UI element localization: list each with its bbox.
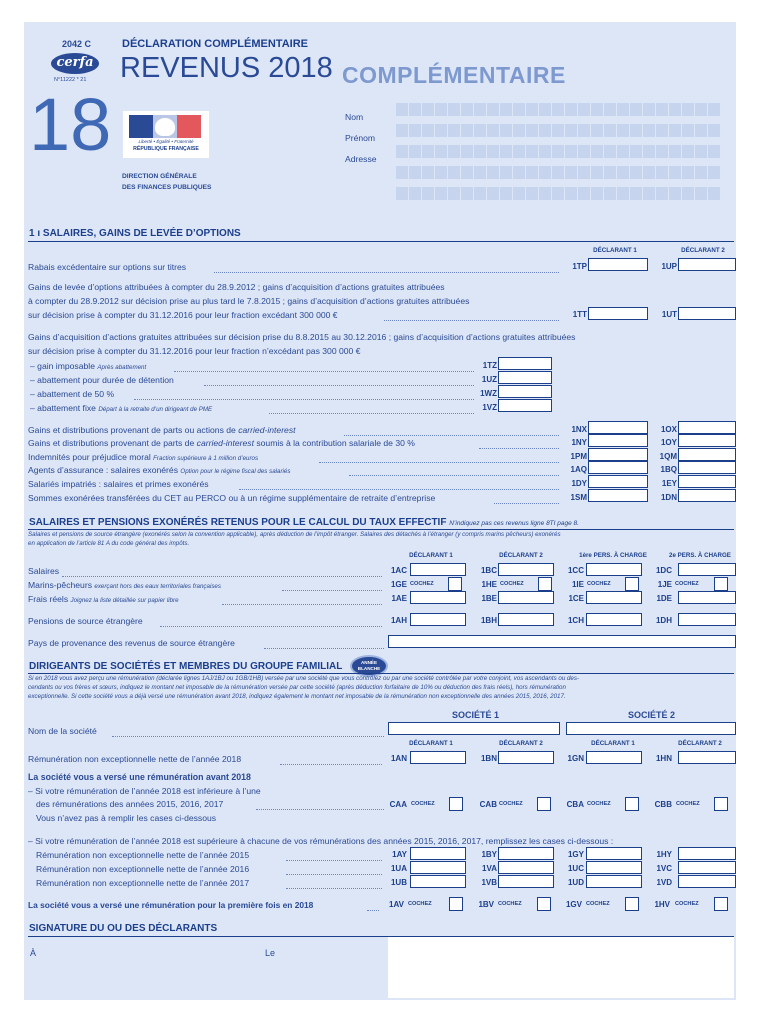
- box-1VC[interactable]: [678, 861, 736, 874]
- checkbox-1GV[interactable]: [625, 897, 639, 911]
- box-1VA[interactable]: [498, 861, 554, 874]
- avant-2018-heading: La société vous a versé une rémunération avant 2018: [28, 772, 251, 782]
- section3-title: DIRIGEANTS DE SOCIÉTÉS ET MEMBRES DU GROUPE FAMILIAL: [29, 661, 343, 672]
- frais-reels-label: Frais réels Joignez la liste détaillée sur papier libre: [28, 594, 179, 604]
- republique-francaise-logo: Liberté • Égalité • Fraternité RÉPUBLIQUE FRANÇAISE: [123, 111, 209, 158]
- section1-title: 1 ı SALAIRES, GAINS DE LEVÉE D’OPTIONS: [29, 228, 241, 239]
- box-1BN[interactable]: [498, 751, 554, 764]
- abattement-duree-label: – abattement pour durée de détention: [30, 375, 174, 385]
- pas-remplir-label: Vous n’avez pas à remplir les cases ci-dessous: [36, 813, 217, 823]
- form-number: 2042 C: [62, 39, 92, 49]
- checkbox-1BV[interactable]: [537, 897, 551, 911]
- levee-options-line3: sur décision prise à compter du 31.12.2016 pour leur fraction excédant 300 000 €: [28, 310, 338, 320]
- pays-provenance-input[interactable]: [388, 635, 736, 648]
- box-1UA[interactable]: [410, 861, 466, 874]
- box-1CH[interactable]: [586, 613, 642, 626]
- box-1VZ[interactable]: [498, 399, 552, 412]
- box-1BC[interactable]: [498, 563, 554, 576]
- box-1WZ[interactable]: [498, 385, 552, 398]
- nom-societe-label: Nom de la société: [28, 726, 97, 736]
- cerfa-number: N°11222 * 21: [54, 77, 87, 83]
- checkbox-CAB[interactable]: [537, 797, 551, 811]
- gain-imposable-label: – gain imposable Après abattement: [30, 361, 147, 371]
- societe1-header: SOCIÉTÉ 1: [452, 710, 500, 720]
- impatries-label: Salariés impatriés : salaires et primes exonérés: [28, 479, 209, 489]
- signature-title: SIGNATURE DU OU DES DÉCLARANTS: [29, 923, 218, 934]
- adresse-field-3[interactable]: [396, 187, 720, 200]
- checkbox-1HE[interactable]: [538, 577, 552, 591]
- box-1AY[interactable]: [410, 847, 466, 860]
- box-1UT[interactable]: [678, 307, 736, 320]
- box-1DY[interactable]: [588, 475, 648, 488]
- box-1PM[interactable]: [588, 448, 648, 461]
- box-1OX[interactable]: [678, 421, 736, 434]
- box-1AN[interactable]: [410, 751, 466, 764]
- box-1AH[interactable]: [410, 613, 466, 626]
- dgfip-line2: DES FINANCES PUBLIQUES: [122, 184, 212, 191]
- abattement-fixe-label: – abattement fixe Départ à la retraite d’un dirigeant de PME: [30, 403, 213, 413]
- box-1GN[interactable]: [586, 751, 642, 764]
- box-1HN[interactable]: [678, 751, 736, 764]
- section1-divider: [28, 241, 734, 242]
- adresse-field-2[interactable]: [396, 166, 720, 179]
- nom-societe1-input[interactable]: [388, 722, 560, 735]
- gains-acquisition-line2: sur décision prise à compter du 31.12.2016 pour leur fraction n’excédant pas 300 000 €: [28, 346, 361, 356]
- carried-interest-contrib-label: Gains et distributions provenant de parts de carried-interest soumis à la contribution salariale de 30 %: [28, 438, 415, 448]
- box-1VD[interactable]: [678, 875, 736, 888]
- adresse-label: Adresse: [345, 154, 377, 164]
- signature-a-label: À: [30, 948, 37, 958]
- carried-interest-label: Gains et distributions provenant de parts ou actions de carried-interest: [28, 425, 296, 435]
- box-1DE[interactable]: [678, 591, 736, 604]
- adresse-field-1[interactable]: [396, 145, 720, 158]
- indemnites-label: Indemnités pour préjudice moral Fraction supérieure à 1 million d’euros: [28, 452, 259, 462]
- box-1EY[interactable]: [678, 475, 736, 488]
- box-1UP[interactable]: [678, 258, 736, 271]
- box-1GY[interactable]: [586, 847, 642, 860]
- box-1UZ[interactable]: [498, 371, 552, 384]
- form-big-number: 18: [29, 83, 112, 166]
- box-1TT[interactable]: [588, 307, 648, 320]
- prenom-label: Prénom: [345, 133, 376, 143]
- declaration-title: DÉCLARATION COMPLÉMENTAIRE: [122, 38, 308, 50]
- box-1VB[interactable]: [498, 875, 554, 888]
- box-1BE[interactable]: [498, 591, 554, 604]
- box-1TP[interactable]: [588, 258, 648, 271]
- signature-le-label: Le: [265, 948, 276, 958]
- box-1SM[interactable]: [588, 489, 648, 502]
- signature-box[interactable]: [388, 937, 734, 998]
- nom-field[interactable]: [396, 103, 720, 116]
- checkbox-1JE[interactable]: [714, 577, 728, 591]
- premiere-fois-label: La société vous a versé une rémunération pour la première fois en 2018: [28, 900, 314, 910]
- box-1NY[interactable]: [588, 434, 648, 447]
- pensions-label: Pensions de source étrangère: [28, 616, 143, 626]
- abattement-50-label: – abattement de 50 %: [30, 389, 115, 399]
- checkbox-1AV[interactable]: [449, 897, 463, 911]
- box-1DN[interactable]: [678, 489, 736, 502]
- rabais-label: Rabais excédentaire sur options sur titres: [28, 262, 187, 272]
- agents-assurance-label: Agents d’assurance : salaires exonérés Option pour le régime fiscal des salariés: [28, 465, 291, 475]
- box-1HY[interactable]: [678, 847, 736, 860]
- tax-form-page: 2042 C cerfa N°11222 * 21 18 DÉCLARATION COMPLÉMENTAIRE REVENUS 2018 COMPLÉMENTAIRE Liberté • Égalité • Fraternité RÉPUBLIQUE FRANÇAISE DIRECTION GÉNÉRALE DES FINANCES PUBLIQUES Nom Prénom Adresse 1 ı SALAIRES, GAINS DE LEVÉE D’OPTIONS DÉCLARANT 1 DÉCLARANT 2 Rabais excédentaire sur options sur titres 1TP 1UP Gains de levée d’options attribuées à compter du 28.9.2012 ; gains d’acquisition d’actions gratuites attribuées à compter du 28.9.2012 sur décision prise au plus tard le 7.8.2015 ; gains d’acquisition d’actions gratuites attribuées sur décision prise à compter du 31.12.2016 pour leur fraction excédant 300 000 € 1TT 1UT Gains d’acquisition d’actions gratuites attribuées sur décision prise du 8.8.2015 au 30.12.2016 ; gains d’acquisition d’actions gratuites attribuées sur décision prise à compter du 31.12.2016 pour leur fraction n’excédant pas 300 000 € – gain imposable Après abattement 1TZ – abattement pour durée de détention 1UZ – abattement de 50 % 1WZ – abattement fixe Départ à la retraite d’un dirigeant de PME 1VZ Gains et distributions provenant de parts ou actions de carried-interest 1NX 1OX Gains et distributions provenant de parts de carried-interest soumis à la contribution salariale de 30 % 1NY 1OY Indemnités pour préjudice moral Fraction supérieure à 1 million d’euros 1PM 1QM Agents d’assurance : salaires exonérés Option pour le régime fiscal des salariés 1AQ 1BQ Salariés impatriés : salaires et primes exonérés 1DY 1EY Sommes exonérées transférées du CET au PERCO ou à un régime supplémentaire de retraite d’entreprise 1SM 1DN SALAIRES ET PENSIONS EXONÉRÉS RETENUS POUR LE CALCUL DU TAUX EFFECTIF N’indiquez pas ces revenus ligne 8TI page 8. Salaires et pensions de source étrangère (exonérés selon la convention applicable), après déduction de l’impôt étranger. Salaires des détachés à l’étranger (y compris marins pêcheurs) exonérés en application de l’article 81 A du code général des impôts. DÉCLARANT 1 DÉCLARANT 2 1ère PERS. À CHARGE 2e PERS. À CHARGE Salaires 1AC 1BC 1CC 1DC Marins-pêcheurs exerçant hors des eaux territoriales françaises 1GE COCHEZ 1HE COCHEZ 1IE COCHEZ 1JE COCHEZ Frais réels Joignez la liste détaillée sur papier libre 1AE 1BE 1CE 1DE Pensions de source étrangère 1AH 1BH 1CH 1DH Pays de provenance des revenus de source étrangère DIRIGEANTS DE SOCIÉTÉS ET MEMBRES DU GROUPE FAMILIAL ANNÉE BLANCHE Si en 2018 vous avez perçu une rémunération (déclarée lignes 1AJ/1BJ ou 1GB/1HB) versée par une société que vous contrôlez ou par une société contrôlée par votre conjoint, vos ascendants ou des- cendants ou vos frères et sœurs, indiquez le montant net imposable de la rémunération versée par cette société (après déduction forfaitaire de 10% ou déduction des frais réels), hors rémunération exceptionnelle. Si cette société vous a déjà versé une rémunération avant 2018, indiquez également le montant net imposable de la rémunération non exceptionnelle des années 2015, 2016, 2017. SOCIÉTÉ 1 SOCIÉTÉ 2 Nom de la société DÉCLARANT 1 DÉCLARANT 2 DÉCLARANT 1 DÉCLARANT 2 Rémunération non exceptionnelle nette de l’année 2018 1AN 1BN 1GN 1HN La société vous a versé une rémunération avant 2018 – Si votre rémunération de l’année 2018 est inférieure à l’une des rémunérations des années 2015, 2016, 2017 Vous n’avez pas à remplir les cases ci-dessous CAA COCHEZ CAB COCHEZ CBA COCHEZ CBB COCHEZ – Si votre rémunération de l’année 2018 est supérieure à chacune de vos rémunérations des années 2015, 2016, 2017, remplissez les cases ci-dessous : Rémunération non exceptionnelle nette de l’année 2015 1AY 1BY 1GY 1HY Rémunération non exceptionnelle nette de l’année 2016 1UA 1VA 1UC 1VC Rémunération non exceptionnelle nette de l’année 2017 1UB 1VB 1UD 1VD La société vous a versé une rémunération pour la première fois en 2018 1AV COCHEZ 1BV COCHEZ 1GV COCHEZ 1HV COCHEZ SIGNATURE DU OU DES DÉCLARANTS À Le: [24, 22, 736, 1000]
- checkbox-1IE[interactable]: [625, 577, 639, 591]
- box-1TZ[interactable]: [498, 357, 552, 370]
- levee-options-line1: Gains de levée d’options attribuées à compter du 28.9.2012 ; gains d’acquisition d’actions gratuites attribuées: [28, 282, 445, 292]
- box-1UB[interactable]: [410, 875, 466, 888]
- box-1CE[interactable]: [586, 591, 642, 604]
- superieure-label: – Si votre rémunération de l’année 2018 est supérieure à chacune de vos rémunérations des années 2015, 2016, 2017, remplissez les cases ci-dessous :: [28, 836, 614, 846]
- checkbox-1GE[interactable]: [448, 577, 462, 591]
- remuneration-2017-label: Rémunération non exceptionnelle nette de l’année 2017: [36, 878, 250, 888]
- checkbox-CBA[interactable]: [625, 797, 639, 811]
- gains-acquisition-line1: Gains d’acquisition d’actions gratuites attribuées sur décision prise du 8.8.2015 au 30.12.2016 ; gains d’acquisition d’actions gratuites attribuées: [28, 332, 576, 342]
- declarant1-header: DÉCLARANT 1: [593, 247, 637, 254]
- box-1NX[interactable]: [588, 421, 648, 434]
- box-1CC[interactable]: [586, 563, 642, 576]
- box-1UC[interactable]: [586, 861, 642, 874]
- revenus-title: REVENUS 2018: [120, 52, 333, 84]
- cet-perco-label: Sommes exonérées transférées du CET au PERCO ou à un régime supplémentaire de retraite d’entreprise: [28, 493, 436, 503]
- nom-societe2-input[interactable]: [566, 722, 736, 735]
- box-1OY[interactable]: [678, 434, 736, 447]
- remuneration-2015-label: Rémunération non exceptionnelle nette de l’année 2015: [36, 850, 250, 860]
- annee-blanche-badge: ANNÉE BLANCHE: [350, 655, 388, 677]
- box-1DH[interactable]: [678, 613, 736, 626]
- pays-provenance-label: Pays de provenance des revenus de source étrangère: [28, 638, 235, 648]
- nom-label: Nom: [345, 112, 364, 122]
- checkbox-1HV[interactable]: [714, 897, 728, 911]
- box-1BQ[interactable]: [678, 461, 736, 474]
- remuneration-2016-label: Rémunération non exceptionnelle nette de l’année 2016: [36, 864, 250, 874]
- marins-pecheurs-label: Marins-pêcheurs exerçant hors des eaux territoriales françaises: [28, 580, 221, 590]
- section2-title: SALAIRES ET PENSIONS EXONÉRÉS RETENUS POUR LE CALCUL DU TAUX EFFECTIF N’indiquez pas ces revenus ligne 8TI page 8.: [29, 517, 579, 528]
- levee-options-line2: à compter du 28.9.2012 sur décision prise au plus tard le 7.8.2015 ; gains d’acquisition d’actions gratuites attribuées: [28, 296, 470, 306]
- section2-divider: [28, 529, 734, 530]
- remuneration-2018-label: Rémunération non exceptionnelle nette de l’année 2018: [28, 754, 242, 764]
- cerfa-logo: cerfa: [51, 53, 99, 74]
- box-1AQ[interactable]: [588, 461, 648, 474]
- declarant2-header: DÉCLARANT 2: [681, 247, 725, 254]
- societe2-header: SOCIÉTÉ 2: [628, 710, 676, 720]
- inferieure-line1: – Si votre rémunération de l’année 2018 est inférieure à l’une: [28, 786, 261, 796]
- section3-divider: [28, 673, 734, 674]
- prenom-field[interactable]: [396, 124, 720, 137]
- box-1BY[interactable]: [498, 847, 554, 860]
- box-1UD[interactable]: [586, 875, 642, 888]
- box-1AC[interactable]: [410, 563, 466, 576]
- dgfip-line1: DIRECTION GÉNÉRALE: [122, 173, 197, 180]
- checkbox-CBB[interactable]: [714, 797, 728, 811]
- complementaire-title: COMPLÉMENTAIRE: [342, 62, 566, 88]
- box-1BH[interactable]: [498, 613, 554, 626]
- box-1DC[interactable]: [678, 563, 736, 576]
- checkbox-CAA[interactable]: [449, 797, 463, 811]
- box-1QM[interactable]: [678, 448, 736, 461]
- box-1AE[interactable]: [410, 591, 466, 604]
- inferieure-line2: des rémunérations des années 2015, 2016, 2017: [36, 799, 224, 809]
- salaires-label: Salaires: [28, 566, 60, 576]
